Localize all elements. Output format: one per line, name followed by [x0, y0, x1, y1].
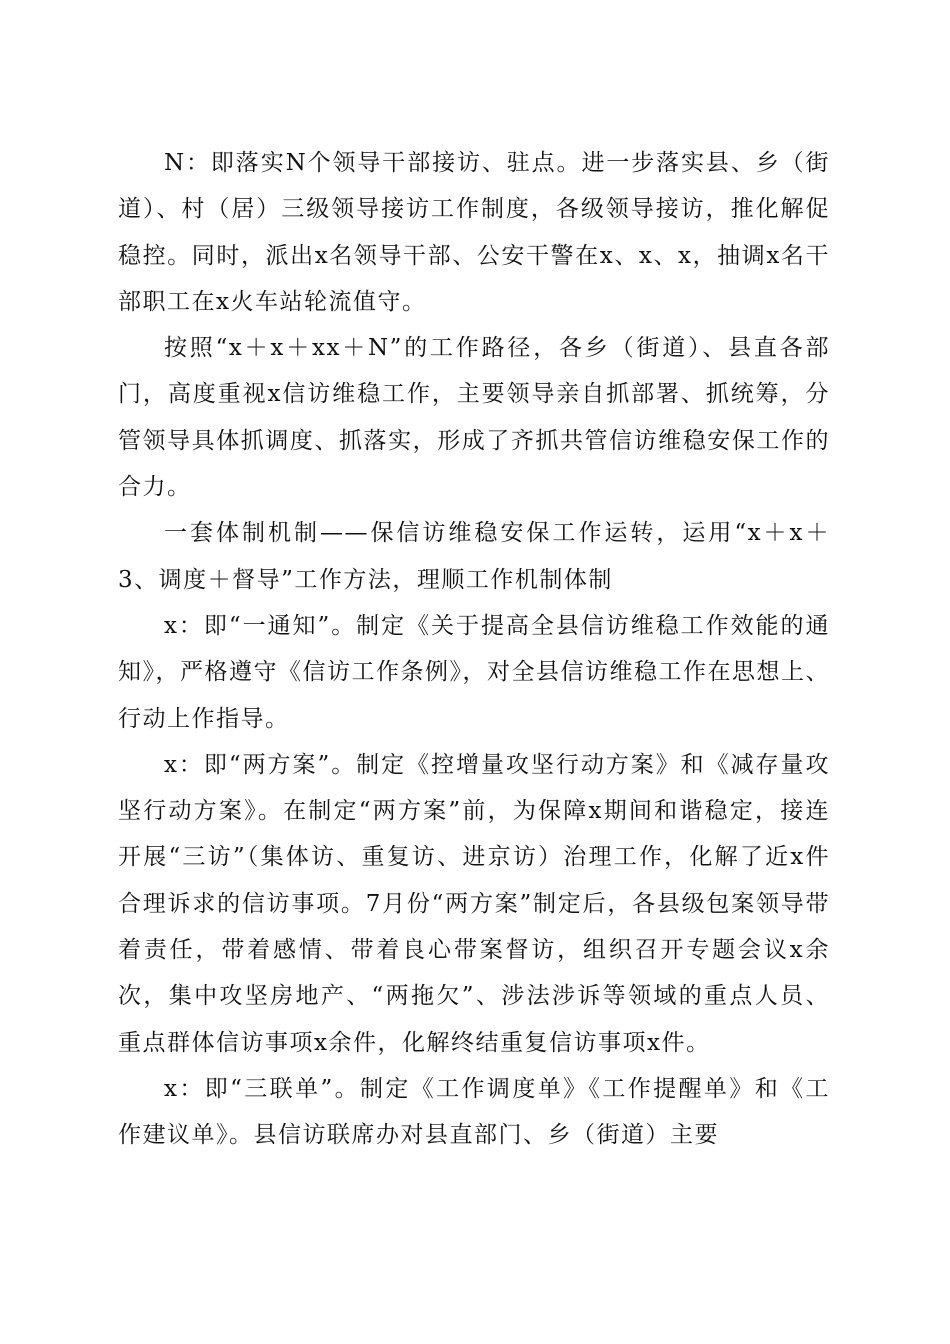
paragraph-work-path: 按照“x＋x＋xx＋N”的工作路径，各乡（街道）、县直各部门，高度重视x信访维稳工作，主要领导亲自抓部署、抓统筹，分管领导具体抓调度、抓落实，形成了齐抓共管信访维稳安保工作的合力。 [118, 335, 830, 501]
paragraph-mechanism-heading: 一套体制机制——保信访维稳安保工作运转，运用“x＋x＋3、调度＋督导”工作方法，理顺工作机制体制 [118, 520, 830, 593]
paragraph-n-reception: N：即落实N个领导干部接访、驻点。进一步落实县、乡（街道）、村（居）三级领导接访工作制度，各级领导接访，推化解促稳控。同时，派出x名领导干部、公安干警在x、x、x，抽调x名干部职工在x火车站轮流值守。 [118, 150, 830, 315]
paragraph-two-plans: x：即“两方案”。制定《控增量攻坚行动方案》和《减存量攻坚行动方案》。在制定“两方案”前，为保障x期间和谐稳定，接连开展“三访”（集体访、重复访、进京访）治理工作，化解了近x件合理诉求的信访事项。7月份“两方案”制定后，各县级包案领导带着责任，带着感情、带着良心带案督访，组织召开专题会议x余次，集中攻坚房地产、“两拖欠”、涉法涉诉等领域的重点人员、重点群体信访事项x余件，化解终结重复信访事项x件。 [118, 751, 830, 1056]
paragraph-one-notice: x：即“一通知”。制定《关于提高全县信访维稳工作效能的通知》，严格遵守《信访工作条例》，对全县信访维稳工作在思想上、行动上作指导。 [118, 612, 830, 732]
paragraph-three-forms: x：即“三联单”。制定《工作调度单》《工作提醒单》和《工作建议单》。县信访联席办对县直部门、乡（街道）主要 [118, 1075, 830, 1149]
document-body [118, 140, 830, 1159]
